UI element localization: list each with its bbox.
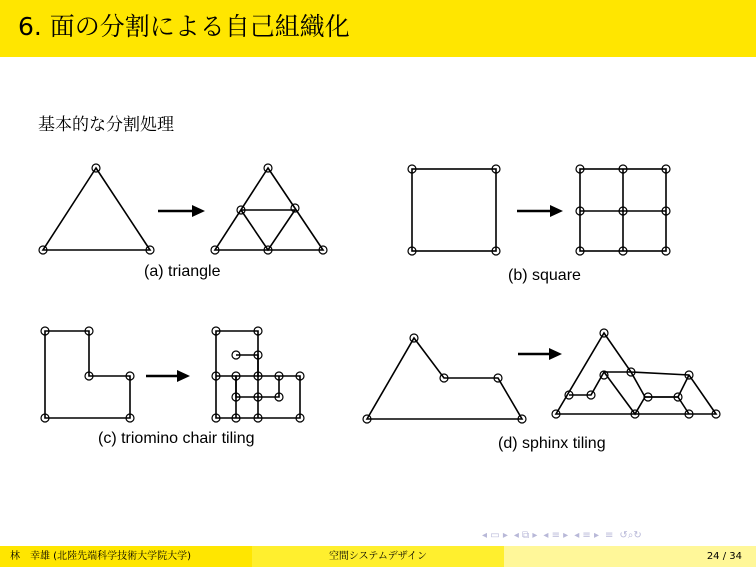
square-outline <box>412 169 496 251</box>
caption-triomino: (c) triomino chair tiling <box>98 430 255 447</box>
triomino-outline <box>45 331 130 418</box>
slide-title: 6. 面の分割による自己組織化 <box>18 12 350 41</box>
caption-square: (b) square <box>508 267 581 284</box>
caption-triangle: (a) triangle <box>144 263 221 280</box>
footer-talk-title: 空間システムデザイン <box>328 551 428 562</box>
nav-slide-icon[interactable]: ◂ ≡ ▸ <box>574 529 599 541</box>
triangle-subdivided <box>215 168 323 250</box>
nav-frame-icon[interactable]: ◂ ▭ ▸ <box>482 529 508 541</box>
slide-footer <box>0 546 756 567</box>
footer-author: 林 幸雄 (北陸先端科学技術大学院大学) <box>10 551 191 562</box>
nav-align-icon[interactable]: ≡ <box>604 529 614 541</box>
sphinx-subdivided <box>556 333 716 414</box>
caption-sphinx: (d) sphinx tiling <box>498 435 606 452</box>
nav-subsection-icon[interactable]: ◂ ⧉ ▸ <box>513 529 538 541</box>
nav-search-icon[interactable]: ↺⌕↻ <box>619 529 642 541</box>
section-subtitle: 基本的な分割処理 <box>38 115 174 135</box>
beamer-navigation <box>482 528 642 542</box>
triangle-outline <box>43 168 150 250</box>
nav-section-icon[interactable]: ◂ ≡ ▸ <box>543 529 569 541</box>
footer-page-number: 24 / 34 <box>706 551 742 562</box>
triangle-inner-lines <box>241 210 295 250</box>
sphinx-outline <box>367 338 522 419</box>
